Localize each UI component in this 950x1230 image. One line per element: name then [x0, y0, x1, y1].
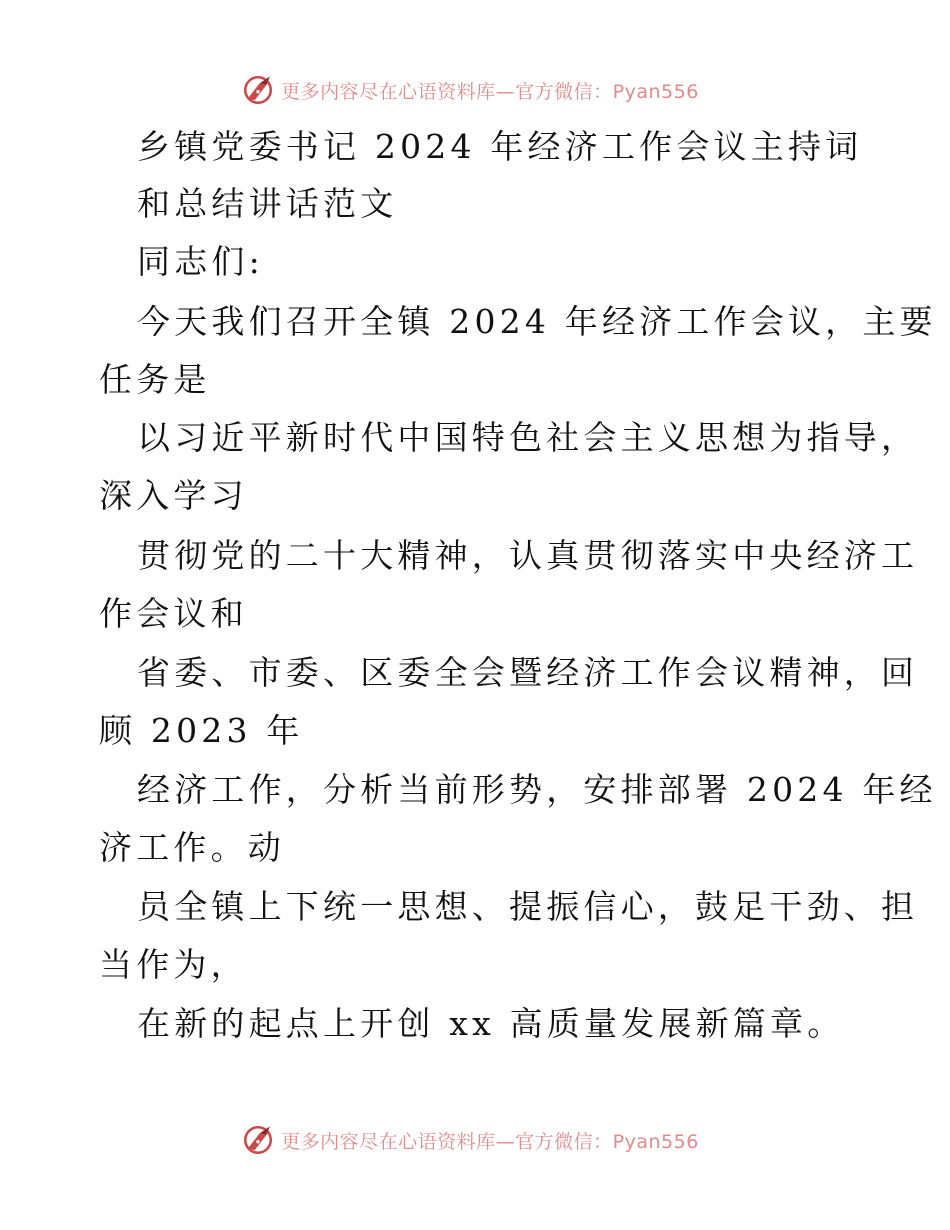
doc-title-line-2: 和总结讲话范文 — [137, 184, 398, 223]
doc-paragraph-line: 以习近平新时代中国特色社会主义思想为指导， — [137, 418, 919, 457]
doc-paragraph-line: 今天我们召开全镇 2024 年经济工作会议，主要 — [137, 302, 937, 341]
doc-paragraph-line: 在新的起点上开创 xx 高质量发展新篇章。 — [137, 1004, 845, 1043]
doc-paragraph-line: 顾 2023 年 — [99, 711, 304, 750]
doc-paragraph-line: 作会议和 — [99, 594, 248, 633]
doc-paragraph-line: 员全镇上下统一思想、提振信心，鼓足干劲、担 — [137, 887, 919, 926]
doc-paragraph-line: 济工作。动 — [99, 828, 285, 867]
doc-paragraph-line: 省委、市委、区委全会暨经济工作会议精神，回 — [137, 653, 919, 692]
doc-paragraph-line: 任务是 — [99, 360, 211, 399]
doc-paragraph-line: 贯彻党的二十大精神，认真贯彻落实中央经济工 — [137, 536, 919, 575]
footer-watermark-text: 更多内容尽在心语资料库—官方微信：Pyan556 — [281, 1130, 699, 1153]
doc-salutation: 同志们: — [137, 242, 264, 281]
doc-paragraph-line: 当作为， — [99, 945, 248, 984]
pen-nib-logo-icon — [241, 1123, 275, 1157]
doc-paragraph-line: 深入学习 — [99, 476, 248, 515]
doc-paragraph-line: 经济工作，分析当前形势，安排部署 2024 年经 — [137, 770, 937, 809]
doc-title-line-1: 乡镇党委书记 2024 年经济工作会议主持词 — [137, 127, 863, 166]
footer-watermark-banner — [0, 1120, 950, 1160]
header-watermark-text: 更多内容尽在心语资料库—官方微信：Pyan556 — [281, 80, 699, 103]
